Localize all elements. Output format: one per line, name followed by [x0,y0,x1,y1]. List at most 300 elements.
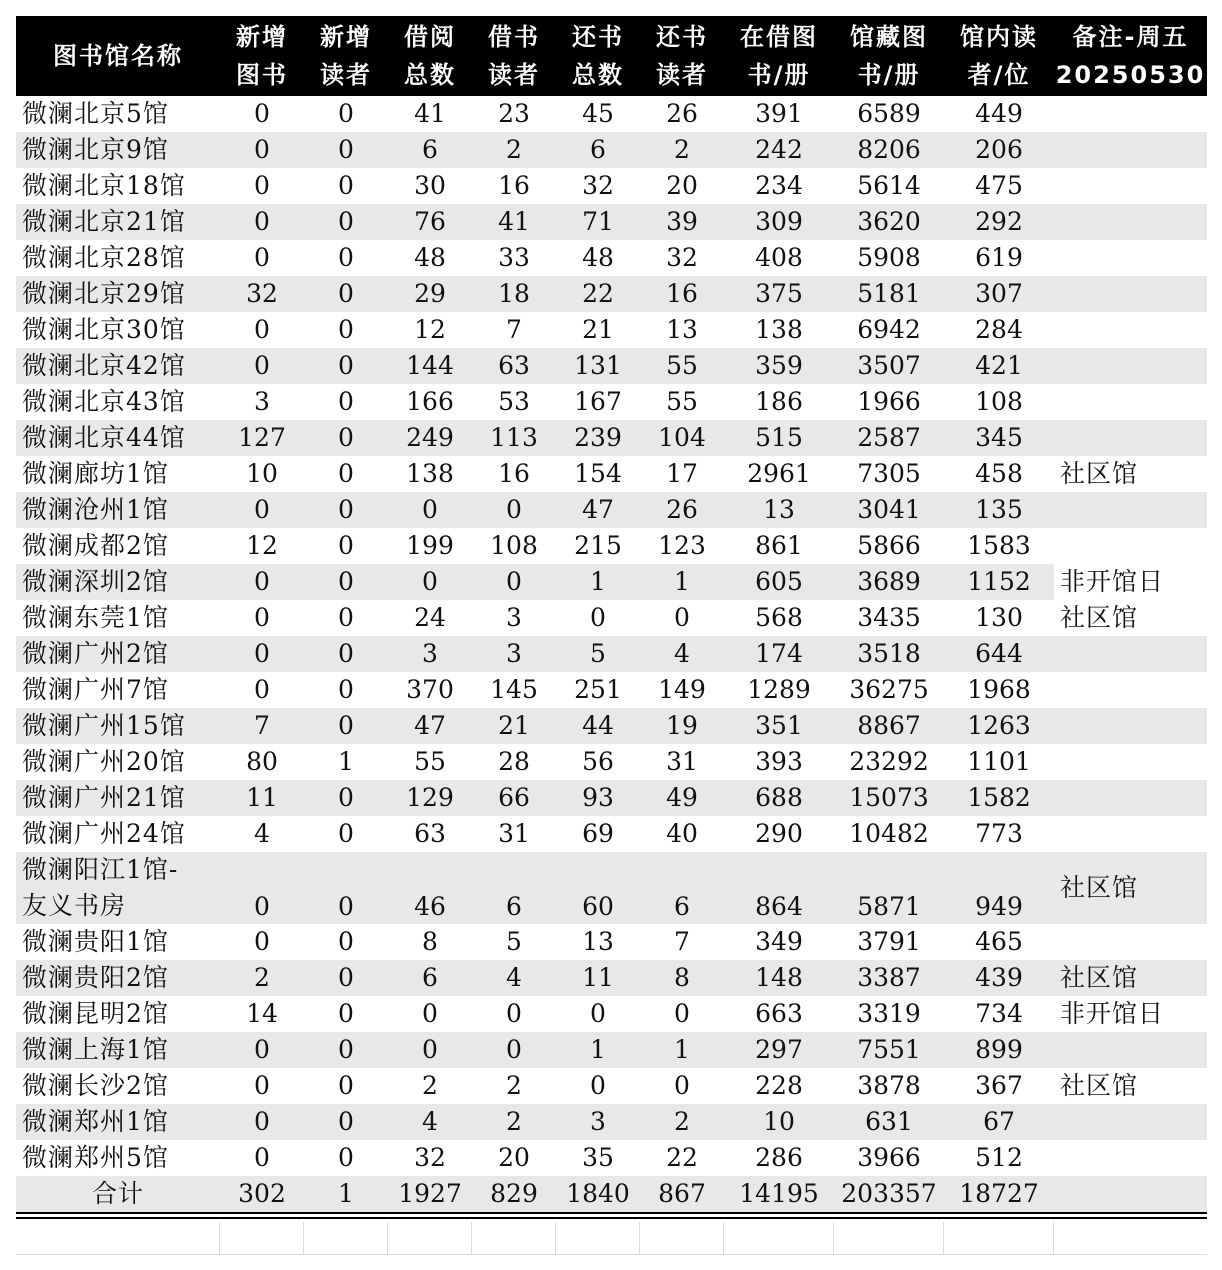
value-cell[interactable]: 367 [975,1071,1023,1100]
value-cell[interactable]: 49 [640,780,724,816]
note-cell[interactable] [1054,636,1207,672]
library-name-cell[interactable]: 微澜广州20馆 [22,747,186,776]
value-cell[interactable]: 1 [338,747,354,776]
note-cell[interactable]: 社区馆 [1060,459,1139,488]
library-name-cell[interactable]: 微澜成都2馆 [22,531,169,560]
value-cell[interactable]: 32 [582,171,614,200]
value-cell[interactable]: 60 [556,852,640,924]
value-cell[interactable]: 0 [590,999,606,1028]
value-cell[interactable]: 0 [220,1032,304,1068]
value-cell[interactable]: 33 [498,243,530,272]
note-cell[interactable] [1054,132,1207,168]
value-cell[interactable]: 2 [422,1071,438,1100]
value-cell[interactable]: 234 [755,171,803,200]
value-cell[interactable]: 1583 [967,531,1031,560]
empty-cell[interactable] [1054,1222,1207,1254]
value-cell[interactable]: 0 [304,780,388,816]
value-cell[interactable]: 47 [556,492,640,528]
value-cell[interactable]: 23 [498,99,530,128]
value-cell[interactable]: 0 [304,348,388,384]
value-cell[interactable]: 0 [338,99,354,128]
value-cell[interactable]: 0 [254,243,270,272]
value-cell[interactable]: 3966 [857,1143,921,1172]
value-cell[interactable]: 773 [975,819,1023,848]
value-cell[interactable]: 0 [254,99,270,128]
value-cell[interactable]: 16 [498,171,530,200]
value-cell[interactable]: 408 [755,243,803,272]
value-cell[interactable]: 6942 [857,315,921,344]
value-cell[interactable]: 4 [640,636,724,672]
value-cell[interactable]: 8206 [834,132,944,168]
empty-cell[interactable] [220,1222,304,1254]
value-cell[interactable]: 309 [724,204,834,240]
value-cell[interactable]: 465 [975,927,1023,956]
library-name-cell[interactable]: 微澜北京29馆 [16,276,220,312]
value-cell[interactable]: 145 [490,675,538,704]
value-cell[interactable]: 129 [388,780,472,816]
value-cell[interactable]: 0 [388,492,472,528]
value-cell[interactable]: 4 [254,819,270,848]
value-cell[interactable]: 688 [724,780,834,816]
value-cell[interactable]: 0 [338,531,354,560]
empty-cell[interactable] [834,1222,944,1254]
value-cell[interactable]: 5 [506,927,522,956]
value-cell[interactable]: 113 [472,420,556,456]
library-name-cell[interactable]: 微澜北京18馆 [22,171,186,200]
value-cell[interactable]: 10482 [849,819,929,848]
value-cell[interactable]: 3319 [857,999,921,1028]
value-cell[interactable]: 2587 [834,420,944,456]
value-cell[interactable]: 1 [556,564,640,600]
value-cell[interactable]: 0 [388,1032,472,1068]
note-cell[interactable] [1054,420,1207,456]
value-cell[interactable]: 3 [556,1104,640,1140]
value-cell[interactable]: 2 [472,132,556,168]
value-cell[interactable]: 0 [674,999,690,1028]
value-cell[interactable]: 370 [406,675,454,704]
value-cell[interactable]: 76 [388,204,472,240]
value-cell[interactable]: 17 [666,459,698,488]
value-cell[interactable]: 108 [490,531,538,560]
note-cell[interactable]: 社区馆 [1054,852,1207,924]
value-cell[interactable]: 138 [406,459,454,488]
value-cell[interactable]: 5181 [834,276,944,312]
value-cell[interactable]: 108 [975,387,1023,416]
value-cell[interactable]: 1840 [556,1176,640,1212]
value-cell[interactable]: 0 [220,132,304,168]
value-cell[interactable]: 0 [338,387,354,416]
value-cell[interactable]: 130 [975,603,1023,632]
empty-cell[interactable] [944,1222,1054,1254]
value-cell[interactable]: 138 [755,315,803,344]
library-name-cell[interactable]: 微澜广州15馆 [16,708,220,744]
value-cell[interactable]: 24 [414,603,446,632]
value-cell[interactable]: 20 [666,171,698,200]
value-cell[interactable]: 568 [755,603,803,632]
value-cell[interactable]: 199 [406,531,454,560]
value-cell[interactable]: 45 [582,99,614,128]
value-cell[interactable]: 3435 [857,603,921,632]
value-cell[interactable]: 290 [755,819,803,848]
value-cell[interactable]: 3387 [834,960,944,996]
value-cell[interactable]: 0 [220,492,304,528]
value-cell[interactable]: 439 [944,960,1054,996]
note-cell[interactable] [1054,348,1207,384]
empty-cell[interactable] [724,1222,834,1254]
value-cell[interactable]: 0 [338,171,354,200]
value-cell[interactable]: 144 [388,348,472,384]
value-cell[interactable]: 0 [506,999,522,1028]
value-cell[interactable]: 0 [254,171,270,200]
library-name-cell[interactable]: 微澜阳江1馆- 友义书房 [16,852,220,924]
value-cell[interactable]: 0 [220,204,304,240]
note-cell[interactable] [1054,1104,1207,1140]
value-cell[interactable]: 41 [472,204,556,240]
value-cell[interactable]: 0 [338,459,354,488]
value-cell[interactable]: 0 [338,927,354,956]
library-name-cell[interactable]: 微澜深圳2馆 [16,564,220,600]
value-cell[interactable]: 0 [338,603,354,632]
value-cell[interactable]: 18727 [944,1176,1054,1212]
value-cell[interactable]: 186 [755,387,803,416]
library-name-cell[interactable]: 微澜贵阳1馆 [22,927,169,956]
value-cell[interactable]: 0 [254,603,270,632]
note-cell[interactable] [1054,672,1207,708]
value-cell[interactable]: 249 [388,420,472,456]
value-cell[interactable]: 1966 [857,387,921,416]
note-cell[interactable] [1054,168,1207,204]
value-cell[interactable]: 6 [388,132,472,168]
value-cell[interactable]: 1 [304,1176,388,1212]
value-cell[interactable]: 206 [944,132,1054,168]
value-cell[interactable]: 7 [506,315,522,344]
value-cell[interactable]: 71 [556,204,640,240]
note-cell[interactable] [1054,1176,1207,1212]
value-cell[interactable]: 1927 [388,1176,472,1212]
value-cell[interactable]: 18 [472,276,556,312]
value-cell[interactable]: 631 [834,1104,944,1140]
value-cell[interactable]: 127 [220,420,304,456]
value-cell[interactable]: 0 [338,243,354,272]
library-name-cell[interactable]: 微澜郑州1馆 [16,1104,220,1140]
value-cell[interactable]: 0 [304,960,388,996]
value-cell[interactable]: 13 [582,927,614,956]
value-cell[interactable]: 0 [422,999,438,1028]
value-cell[interactable]: 5866 [857,531,921,560]
value-cell[interactable]: 391 [755,99,803,128]
value-cell[interactable]: 292 [944,204,1054,240]
library-name-cell[interactable]: 微澜广州24馆 [22,819,186,848]
value-cell[interactable]: 5871 [834,852,944,924]
note-cell[interactable] [1054,816,1207,852]
value-cell[interactable]: 104 [640,420,724,456]
library-name-cell[interactable]: 微澜北京30馆 [22,315,186,344]
library-name-cell[interactable]: 微澜广州2馆 [16,636,220,672]
value-cell[interactable]: 351 [724,708,834,744]
value-cell[interactable]: 3 [254,387,270,416]
value-cell[interactable]: 23292 [849,747,929,776]
note-cell[interactable] [1054,492,1207,528]
value-cell[interactable]: 512 [975,1143,1023,1172]
value-cell[interactable]: 0 [220,348,304,384]
value-cell[interactable]: 53 [498,387,530,416]
empty-cell[interactable] [640,1222,724,1254]
value-cell[interactable]: 29 [388,276,472,312]
note-cell[interactable] [1054,312,1207,348]
library-name-cell[interactable]: 微澜北京21馆 [16,204,220,240]
value-cell[interactable]: 0 [304,636,388,672]
value-cell[interactable]: 8867 [834,708,944,744]
value-cell[interactable]: 174 [724,636,834,672]
note-cell[interactable]: 非开馆日 [1054,564,1207,600]
value-cell[interactable]: 47 [388,708,472,744]
value-cell[interactable]: 3507 [834,348,944,384]
value-cell[interactable]: 1263 [944,708,1054,744]
value-cell[interactable]: 449 [975,99,1023,128]
value-cell[interactable]: 0 [338,819,354,848]
note-cell[interactable] [1054,276,1207,312]
value-cell[interactable]: 131 [556,348,640,384]
value-cell[interactable]: 21 [472,708,556,744]
value-cell[interactable]: 0 [220,636,304,672]
value-cell[interactable]: 0 [304,420,388,456]
value-cell[interactable]: 32 [414,1143,446,1172]
value-cell[interactable]: 475 [975,171,1023,200]
value-cell[interactable]: 663 [755,999,803,1028]
note-cell[interactable]: 社区馆 [1060,603,1139,632]
value-cell[interactable]: 0 [220,852,304,924]
value-cell[interactable]: 31 [498,819,530,848]
value-cell[interactable]: 0 [254,675,270,704]
value-cell[interactable]: 26 [666,99,698,128]
value-cell[interactable]: 1 [640,564,724,600]
empty-spreadsheet-row[interactable] [16,1222,1207,1255]
value-cell[interactable]: 2961 [747,459,811,488]
value-cell[interactable]: 1152 [944,564,1054,600]
value-cell[interactable]: 4 [472,960,556,996]
total-label[interactable]: 合计 [16,1176,220,1212]
value-cell[interactable]: 0 [590,1071,606,1100]
value-cell[interactable]: 0 [472,564,556,600]
value-cell[interactable]: 949 [944,852,1054,924]
value-cell[interactable]: 0 [338,1071,354,1100]
value-cell[interactable]: 26 [640,492,724,528]
library-name-cell[interactable]: 微澜北京28馆 [22,243,186,272]
value-cell[interactable]: 7305 [857,459,921,488]
value-cell[interactable]: 20 [498,1143,530,1172]
value-cell[interactable]: 46 [388,852,472,924]
value-cell[interactable]: 0 [304,1104,388,1140]
note-cell[interactable] [1054,924,1207,960]
value-cell[interactable]: 32 [666,243,698,272]
value-cell[interactable]: 69 [582,819,614,848]
value-cell[interactable]: 297 [724,1032,834,1068]
value-cell[interactable]: 63 [414,819,446,848]
value-cell[interactable]: 135 [944,492,1054,528]
value-cell[interactable]: 861 [755,531,803,560]
value-cell[interactable]: 0 [304,1032,388,1068]
value-cell[interactable]: 166 [406,387,454,416]
library-name-cell[interactable]: 微澜贵阳2馆 [16,960,220,996]
value-cell[interactable]: 12 [414,315,446,344]
value-cell[interactable]: 6 [640,852,724,924]
value-cell[interactable]: 5614 [857,171,921,200]
value-cell[interactable]: 286 [755,1143,803,1172]
note-cell[interactable] [1054,780,1207,816]
value-cell[interactable]: 14195 [724,1176,834,1212]
value-cell[interactable]: 302 [220,1176,304,1212]
value-cell[interactable]: 1 [640,1032,724,1068]
library-name-cell[interactable]: 微澜沧州1馆 [16,492,220,528]
note-cell[interactable]: 社区馆 [1060,1071,1139,1100]
note-cell[interactable]: 社区馆 [1054,960,1207,996]
value-cell[interactable]: 0 [304,852,388,924]
empty-cell[interactable] [472,1222,556,1254]
value-cell[interactable]: 349 [755,927,803,956]
value-cell[interactable]: 619 [975,243,1023,272]
value-cell[interactable]: 864 [724,852,834,924]
library-name-cell[interactable]: 微澜昆明2馆 [22,999,169,1028]
value-cell[interactable]: 48 [414,243,446,272]
value-cell[interactable]: 32 [220,276,304,312]
value-cell[interactable]: 19 [640,708,724,744]
value-cell[interactable]: 1101 [967,747,1031,776]
value-cell[interactable]: 6 [472,852,556,924]
value-cell[interactable]: 148 [724,960,834,996]
value-cell[interactable]: 56 [582,747,614,776]
value-cell[interactable]: 7 [674,927,690,956]
note-cell[interactable] [1054,96,1207,132]
note-cell[interactable] [1054,744,1207,780]
note-cell[interactable] [1054,528,1207,564]
value-cell[interactable]: 0 [338,315,354,344]
value-cell[interactable]: 154 [574,459,622,488]
value-cell[interactable]: 21 [582,315,614,344]
note-cell[interactable]: 非开馆日 [1060,999,1165,1028]
value-cell[interactable]: 242 [724,132,834,168]
value-cell[interactable]: 44 [556,708,640,744]
value-cell[interactable]: 2 [220,960,304,996]
value-cell[interactable]: 5908 [857,243,921,272]
library-name-cell[interactable]: 微澜北京5馆 [22,99,169,128]
value-cell[interactable]: 0 [220,564,304,600]
value-cell[interactable]: 605 [724,564,834,600]
value-cell[interactable]: 5 [556,636,640,672]
value-cell[interactable]: 12 [246,531,278,560]
value-cell[interactable]: 30 [414,171,446,200]
value-cell[interactable]: 2 [506,1071,522,1100]
value-cell[interactable]: 13 [666,315,698,344]
library-name-cell[interactable]: 微澜上海1馆 [16,1032,220,1068]
value-cell[interactable]: 16 [640,276,724,312]
value-cell[interactable]: 215 [574,531,622,560]
value-cell[interactable]: 2 [472,1104,556,1140]
value-cell[interactable]: 515 [724,420,834,456]
value-cell[interactable]: 55 [666,387,698,416]
empty-cell[interactable] [304,1222,388,1254]
value-cell[interactable]: 0 [472,492,556,528]
value-cell[interactable]: 3689 [834,564,944,600]
value-cell[interactable]: 16 [498,459,530,488]
empty-cell[interactable] [388,1222,472,1254]
value-cell[interactable]: 1582 [944,780,1054,816]
value-cell[interactable]: 0 [304,132,388,168]
value-cell[interactable]: 13 [724,492,834,528]
value-cell[interactable]: 93 [556,780,640,816]
value-cell[interactable]: 6 [388,960,472,996]
value-cell[interactable]: 14 [246,999,278,1028]
value-cell[interactable]: 3620 [834,204,944,240]
value-cell[interactable]: 3041 [834,492,944,528]
library-name-cell[interactable]: 微澜广州7馆 [22,675,169,704]
value-cell[interactable]: 7551 [834,1032,944,1068]
value-cell[interactable]: 149 [658,675,706,704]
value-cell[interactable]: 203357 [834,1176,944,1212]
value-cell[interactable]: 15073 [834,780,944,816]
library-name-cell[interactable]: 微澜长沙2馆 [22,1071,169,1100]
value-cell[interactable]: 644 [944,636,1054,672]
empty-cell[interactable] [556,1222,640,1254]
value-cell[interactable]: 421 [944,348,1054,384]
library-name-cell[interactable]: 微澜广州21馆 [16,780,220,816]
value-cell[interactable]: 0 [220,1104,304,1140]
value-cell[interactable]: 0 [472,1032,556,1068]
value-cell[interactable]: 0 [254,1143,270,1172]
note-cell[interactable] [1054,240,1207,276]
value-cell[interactable]: 28 [498,747,530,776]
value-cell[interactable]: 0 [674,603,690,632]
value-cell[interactable]: 239 [556,420,640,456]
value-cell[interactable]: 1 [556,1032,640,1068]
value-cell[interactable]: 41 [414,99,446,128]
value-cell[interactable]: 0 [304,708,388,744]
value-cell[interactable]: 7 [220,708,304,744]
value-cell[interactable]: 0 [304,492,388,528]
value-cell[interactable]: 734 [975,999,1023,1028]
value-cell[interactable]: 0 [338,675,354,704]
value-cell[interactable]: 8 [422,927,438,956]
value-cell[interactable]: 251 [574,675,622,704]
value-cell[interactable]: 8 [640,960,724,996]
value-cell[interactable]: 458 [975,459,1023,488]
value-cell[interactable]: 55 [414,747,446,776]
value-cell[interactable]: 345 [944,420,1054,456]
value-cell[interactable]: 0 [304,564,388,600]
value-cell[interactable]: 393 [755,747,803,776]
value-cell[interactable]: 63 [472,348,556,384]
value-cell[interactable]: 80 [246,747,278,776]
value-cell[interactable]: 10 [246,459,278,488]
value-cell[interactable]: 0 [254,315,270,344]
value-cell[interactable]: 6 [556,132,640,168]
value-cell[interactable]: 3 [472,636,556,672]
library-name-cell[interactable]: 微澜东莞1馆 [22,603,169,632]
value-cell[interactable]: 284 [975,315,1023,344]
value-cell[interactable]: 167 [574,387,622,416]
value-cell[interactable]: 40 [666,819,698,848]
value-cell[interactable]: 0 [254,927,270,956]
library-name-cell[interactable]: 微澜北京44馆 [16,420,220,456]
library-name-cell[interactable]: 微澜北京43馆 [22,387,186,416]
value-cell[interactable]: 35 [582,1143,614,1172]
library-name-cell[interactable]: 微澜郑州5馆 [22,1143,169,1172]
value-cell[interactable]: 0 [304,204,388,240]
value-cell[interactable]: 359 [724,348,834,384]
value-cell[interactable]: 3791 [857,927,921,956]
value-cell[interactable]: 829 [472,1176,556,1212]
value-cell[interactable]: 2 [640,1104,724,1140]
value-cell[interactable]: 11 [220,780,304,816]
